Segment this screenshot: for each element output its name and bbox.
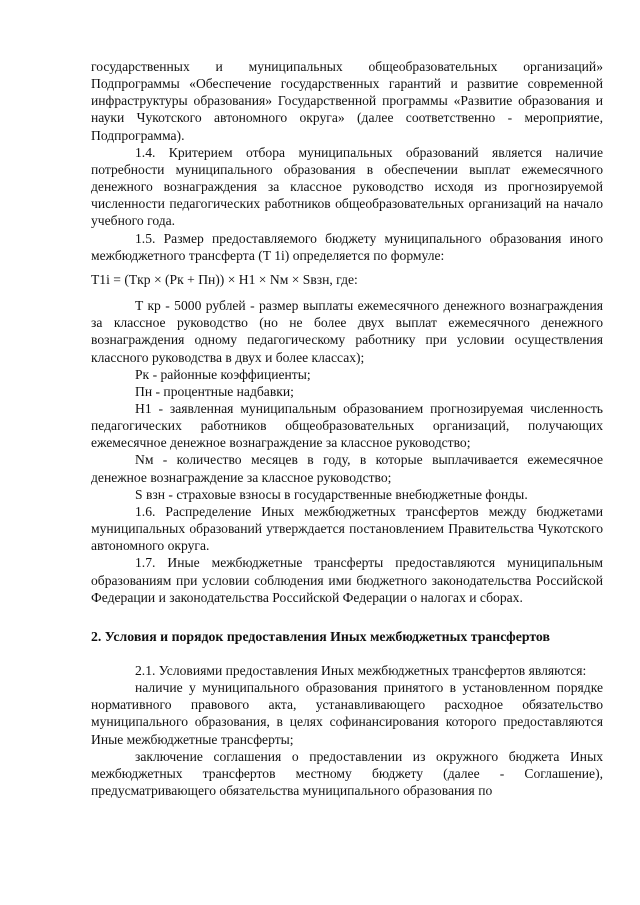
paragraph-1-5: 1.5. Размер предоставляемого бюджету муниципального образования иного межбюджетного трансферта (T 1i) определяется по формуле: bbox=[91, 230, 603, 263]
section-heading: 2. Условия и порядок предоставления Иных межбюджетных трансфертов bbox=[91, 628, 550, 644]
definition-rk: Pк - районные коэффициенты; bbox=[135, 366, 311, 382]
definition-pn: Пн - процентные надбавки; bbox=[135, 383, 294, 399]
definition-nm: Nм - количество месяцев в году, в которые выплачивается ежемесячное денежное вознаграждение за классное руководство; bbox=[91, 452, 603, 485]
definition-h1: H1 - заявленная муниципальным образованием прогнозируемая численность педагогических работников общеобразовательных организаций, получающих ежемесячное денежное вознаграждение за классное руководство; bbox=[91, 400, 603, 451]
paragraph-2-1: 2.1. Условиями предоставления Иных межбюджетных трансфертов являются: bbox=[135, 663, 587, 678]
paragraph-1-4: 1.4. Критерием отбора муниципальных образований является наличие потребности муниципального образования в обеспечении выплат ежемесячного денежного вознаграждения за классное руководство исходя из прогнозируемой численности педагогических работников общеобразовательных организаций на начало учебного года. bbox=[91, 144, 603, 229]
definition-svzn: S взн - страховые взносы в государственные внебюджетные фонды. bbox=[135, 486, 528, 502]
paragraph-1-6: 1.6. Распределение Иных межбюджетных трансфертов между бюджетами муниципальных образований утверждается постановлением Правительства Чукотского автономного округа. bbox=[91, 503, 603, 554]
formula: T1i = (Tкр × (Pк + Пн)) × H1 × Nм × Sвзн, где: bbox=[91, 271, 358, 287]
paragraph-1-7: 1.7. Иные межбюджетные трансферты предоставляются муниципальным образованиям при условии соблюдения ими бюджетного законодательства Российской Федерации и законодательства Российской Федерации о налогах и сборах. bbox=[91, 555, 603, 605]
condition-legal-act: наличие у муниципального образования принятого в установленном порядке нормативного правового акта, устанавливающего расходное обязательство муниципального образования, в целях софинансирования которого предоставляются Иные межбюджетные трансферты; bbox=[91, 680, 603, 747]
definition-tkr: T кр - 5000 рублей - размер выплаты ежемесячного денежного вознаграждения за классное руководство (но не более двух выплат ежемесячного денежного вознаграждения одному педагогическому работнику при условии осуществления классного руководства в двух и более классах); bbox=[91, 298, 603, 365]
paragraph-intro-continuation: государственных и муниципальных общеобразовательных организаций» Подпрограммы «Обеспечение государственных гарантий и развитие современной инфраструктуры образования» Государственной программы «Развитие образования и науки Чукотского автономного округа» (далее соответственно - мероприятие, Подпрограмма). bbox=[91, 59, 603, 143]
document-page bbox=[91, 58, 603, 799]
condition-agreement: заключение соглашения о предоставлении из окружного бюджета Иных межбюджетных трансфертов местному бюджету (далее - Соглашение), предусматривающего обязательства муниципального образования по bbox=[91, 748, 603, 799]
